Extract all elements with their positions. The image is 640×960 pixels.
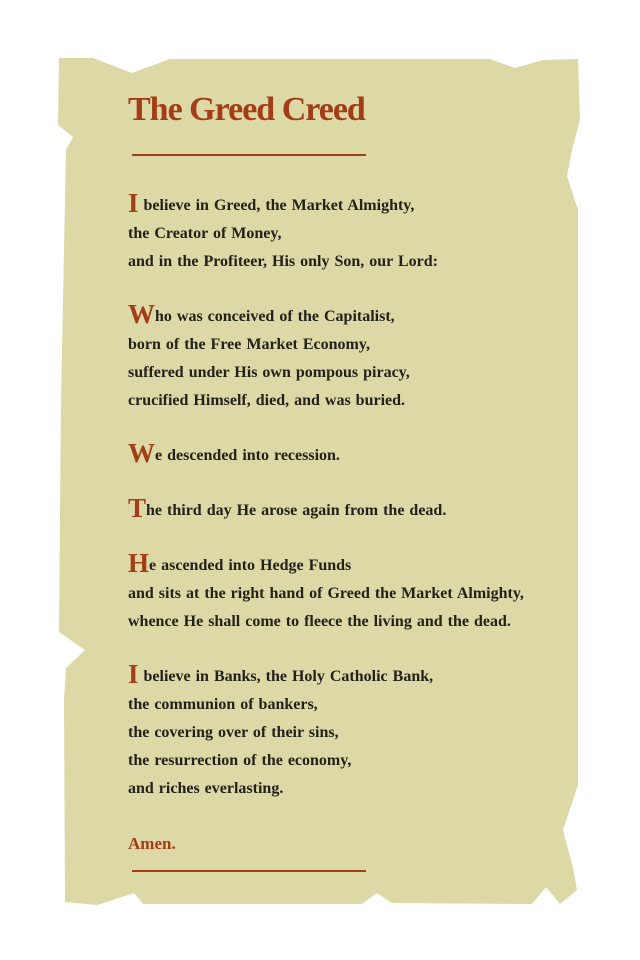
creed-line xyxy=(128,493,568,525)
initial-capital: W xyxy=(128,299,155,329)
creed-line xyxy=(128,299,568,331)
creed-line: the communion of bankers, xyxy=(128,696,318,713)
top-divider xyxy=(132,154,366,156)
creed-line-text: he third day He arose again from the dead. xyxy=(146,502,447,519)
creed-line-text: ho was conceived of the Capitalist, xyxy=(155,308,395,325)
creed-paragraph xyxy=(128,299,568,415)
creed-line-text: e ascended into Hedge Funds xyxy=(149,557,352,574)
creed-line: and sits at the right hand of Greed the Market Almighty, xyxy=(128,585,524,602)
creed-line xyxy=(128,548,568,580)
creed-line-text: believe in Greed, the Market Almighty, xyxy=(138,197,415,214)
creed-line: born of the Free Market Economy, xyxy=(128,336,370,353)
creed-sheet xyxy=(128,90,568,872)
creed-line-text: e descended into recession. xyxy=(155,447,340,464)
creed-line xyxy=(128,438,568,470)
creed-line: the covering over of their sins, xyxy=(128,724,339,741)
creed-paragraph xyxy=(128,438,568,470)
creed-line: suffered under His own pompous piracy, xyxy=(128,364,410,381)
creed-line: and riches everlasting. xyxy=(128,780,284,797)
initial-capital: H xyxy=(128,548,150,578)
page-title: The Greed Creed xyxy=(128,91,365,128)
creed-paragraph xyxy=(128,548,568,636)
initial-capital: T xyxy=(128,493,147,523)
bottom-divider xyxy=(132,870,366,872)
creed-line: and in the Profiteer, His only Son, our Lord: xyxy=(128,253,438,270)
amen-text: Amen. xyxy=(128,834,176,853)
initial-capital: W xyxy=(128,438,155,468)
initial-capital: I xyxy=(128,188,139,218)
creed-line: the resurrection of the economy, xyxy=(128,752,352,769)
initial-capital: I xyxy=(128,659,139,689)
creed-line: the Creator of Money, xyxy=(128,225,282,242)
creed-paragraph xyxy=(128,493,568,525)
creed-paragraph xyxy=(128,659,568,803)
creed-paragraph xyxy=(128,188,568,276)
creed-body xyxy=(128,188,568,872)
creed-line-text: believe in Banks, the Holy Catholic Bank, xyxy=(138,668,434,685)
creed-line: whence He shall come to fleece the living and the dead. xyxy=(128,613,511,630)
creed-line xyxy=(128,659,568,691)
creed-line: crucified Himself, died, and was buried. xyxy=(128,392,406,409)
creed-line xyxy=(128,188,568,220)
